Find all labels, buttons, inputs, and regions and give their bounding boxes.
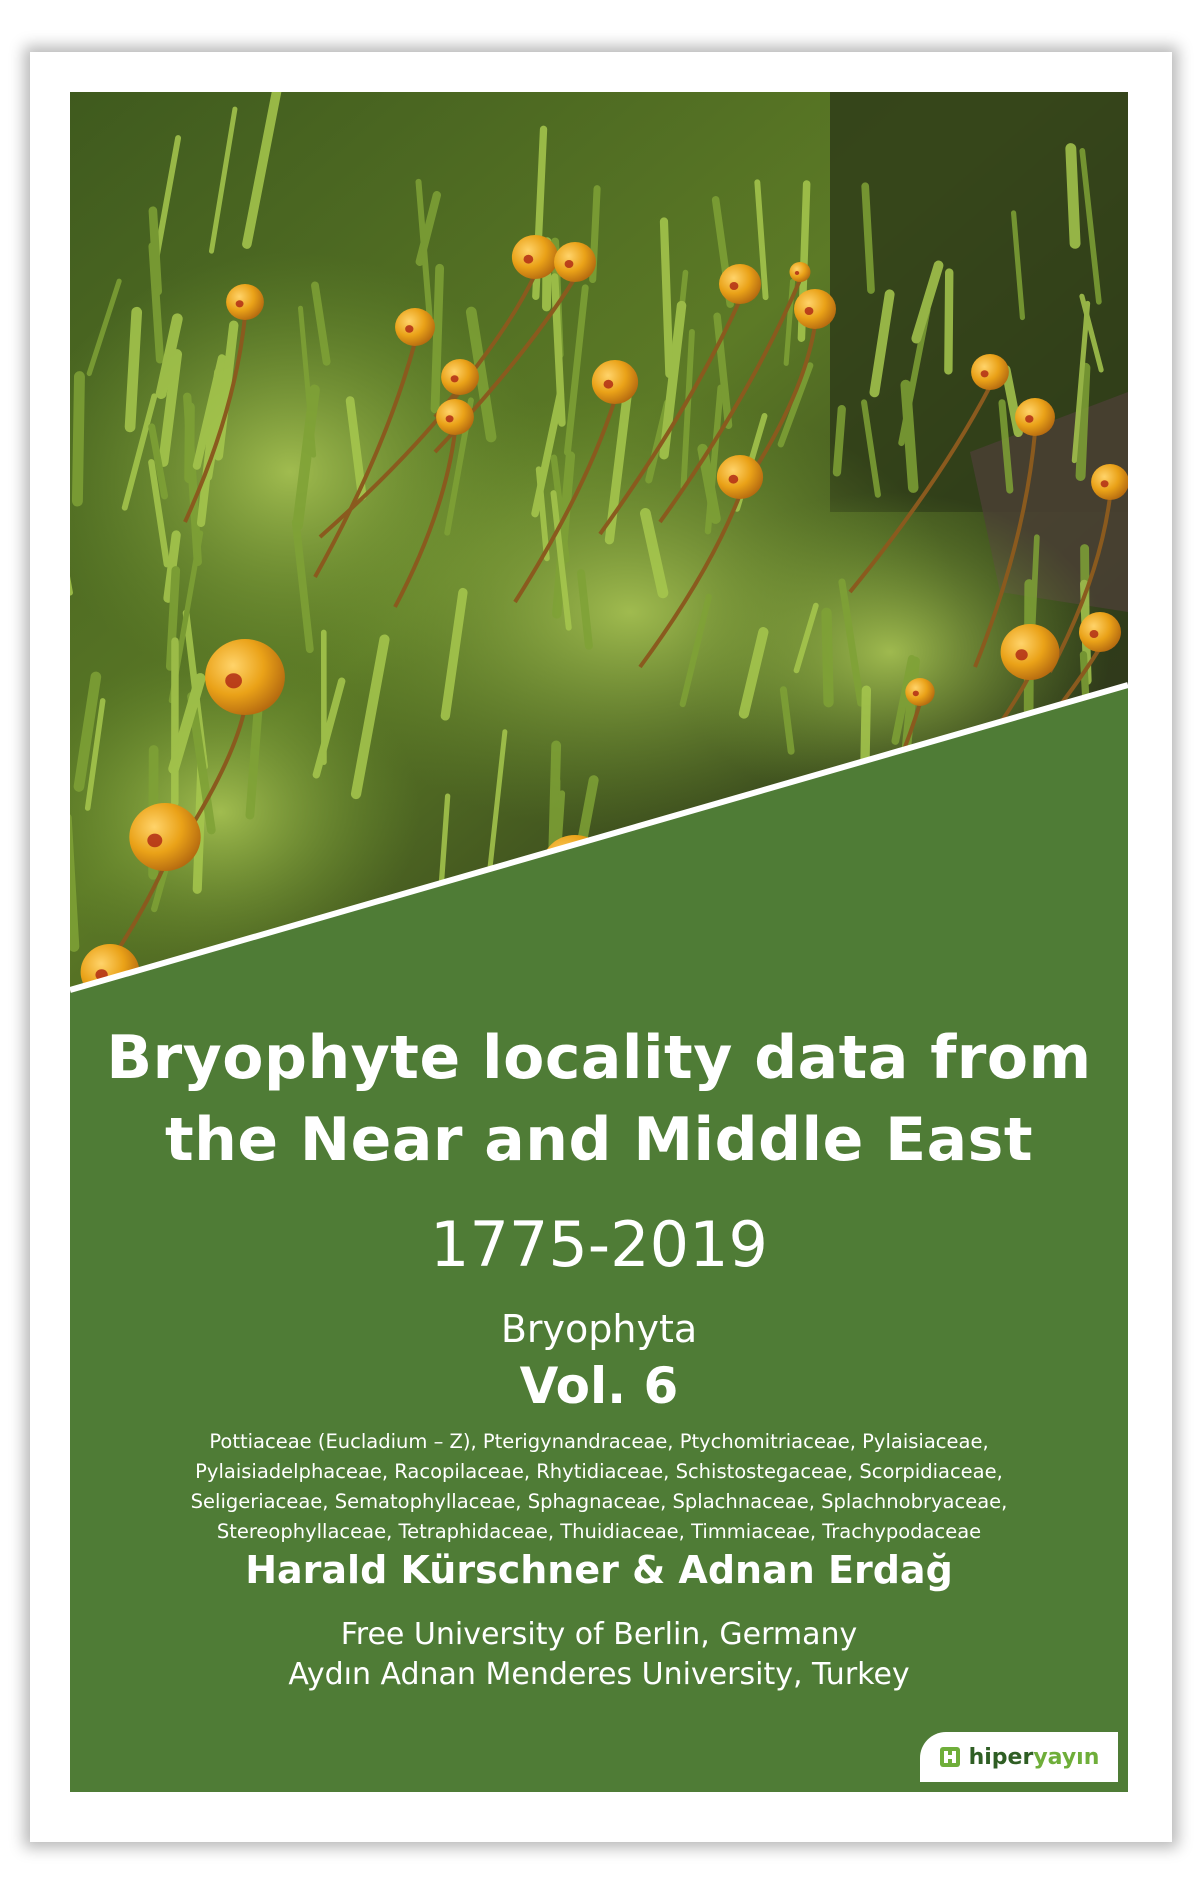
family-list xyxy=(80,1427,1118,1547)
title-line-2: the Near and Middle East xyxy=(164,1105,1034,1175)
publisher-name-part-2: yayın xyxy=(1033,1744,1100,1770)
family-line: Seligeriaceae, Sematophyllaceae, Sphagnaceae, Splachnaceae, Splachnobryaceae, xyxy=(190,1490,1008,1513)
cover-text xyxy=(70,92,1128,1792)
title-line-1: Bryophyte locality data from xyxy=(106,1023,1092,1093)
publisher-name-part-1: hiper xyxy=(968,1744,1034,1770)
publisher-name xyxy=(969,1745,1100,1770)
publisher-logo-icon xyxy=(939,1746,961,1768)
publisher-logo xyxy=(920,1732,1118,1782)
authors: Harald Kürschner & Adnan Erdağ xyxy=(245,1548,953,1592)
subject-label: Bryophyta xyxy=(500,1307,698,1351)
book-title xyxy=(90,1017,1108,1181)
book-cover xyxy=(70,92,1128,1792)
year-range: 1775-2019 xyxy=(430,1208,768,1281)
family-line: Pottiaceae (Eucladium – Z), Pterigynandraceae, Ptychomitriaceae, Pylaisiaceae, xyxy=(209,1430,989,1453)
volume-label: Vol. 6 xyxy=(519,1357,679,1415)
affiliations xyxy=(70,1615,1128,1695)
affiliation-line: Free University of Berlin, Germany xyxy=(340,1617,858,1652)
affiliation-line: Aydın Adnan Menderes University, Turkey xyxy=(288,1657,910,1692)
family-line: Stereophyllaceae, Tetraphidaceae, Thuidiaceae, Timmiaceae, Trachypodaceae xyxy=(216,1520,982,1543)
family-line: Pylaisiadelphaceae, Racopilaceae, Rhytidiaceae, Schistostegaceae, Scorpidiaceae, xyxy=(195,1460,1003,1483)
